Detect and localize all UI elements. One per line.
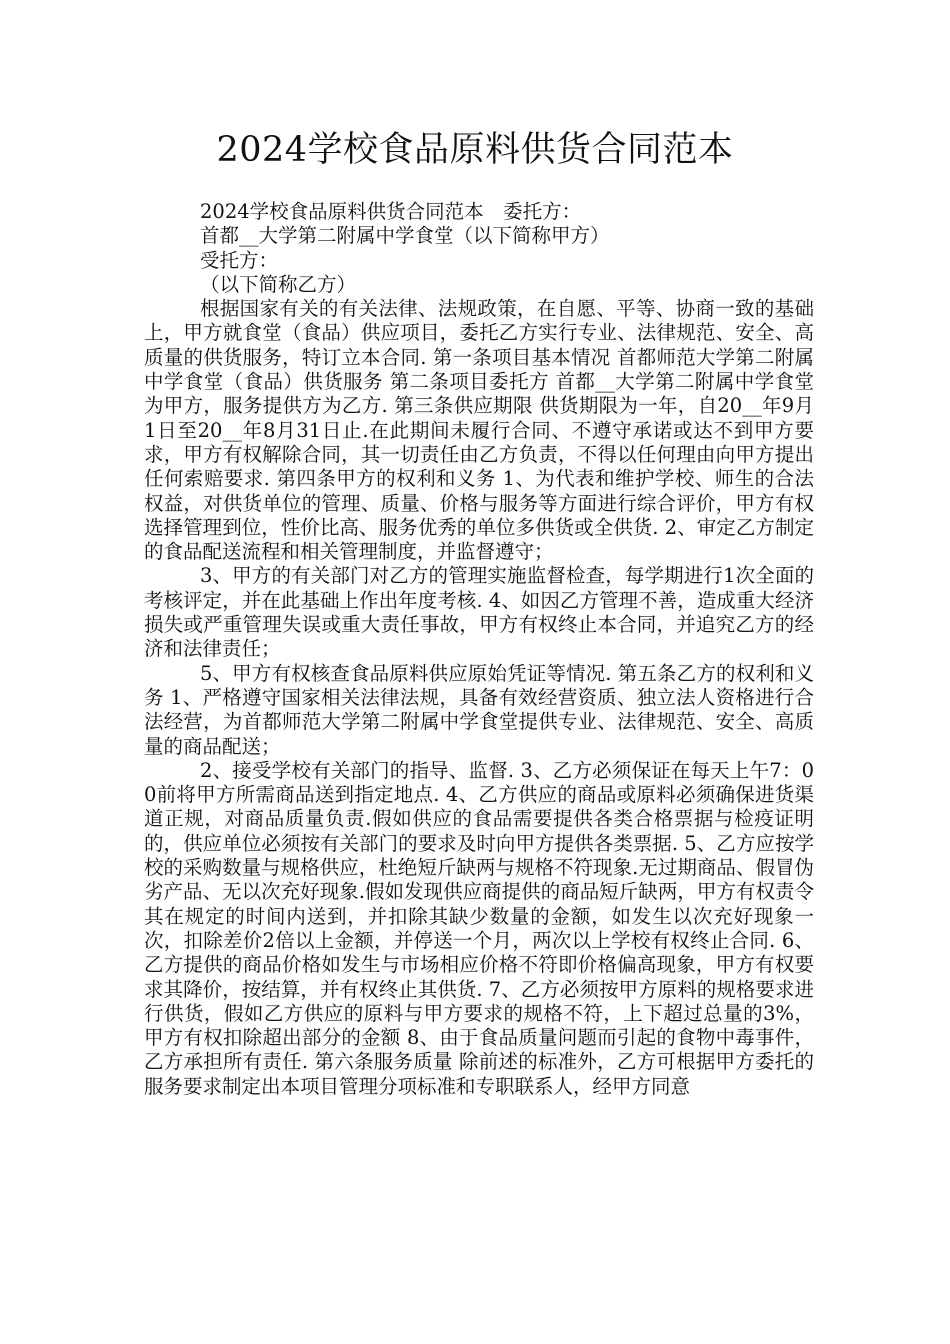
intro-line-heading: 2024学校食品原料供货合同范本 委托方： — [200, 200, 582, 223]
body-paragraph: 2、接受学校有关部门的指导、监督. 3、乙方必须保证在每天上午7：00前将甲方所需商品送到指定地点. 4、乙方供应的商品或原料必须确保进货渠道正规，对商品质量负责.假如供应的食品需要提供各类合格票据与检疫证明的，供应单位必须按有关部门的要求及时向甲方提供各类票据. 5、乙方应按学校的采购数量与规格供应，杜绝短斤缺两与规格不符现象.无过期商品、假冒伪劣产品、无以次充好现象.假如发现供应商提供的商品短斤缺两，甲方有权责令其在规定的时间内送到，并扣除其缺少数量的金额，如发生以次充好现象一次，扣除差价2倍以上金额，并停送一个月，两次以上学校有权终止合同. 6、乙方提供的商品价格如发生与市场相应价格不符即价格偏高现象，甲方有权要求其降价，按结算，并有权终止其供货. 7、乙方必须按甲方原料的规格要求进行供货，假如乙方供应的原料与甲方要求的规格不符，上下超过总量的3%，甲方有权扣除超出部分的金额 8、由于食品质量问题而引起的食物中毒事件，乙方承担所有责任. 第六条服务质量 除前述的标准外，乙方可根据甲方委托的服务要求制定出本项目管理分项标准和专职联系人，经甲方同意 — [144, 758, 814, 1098]
body-paragraph: 5、甲方有权核查食品原料供应原始凭证等情况. 第五条乙方的权利和义务 1、严格遵守国家相关法律法规，具备有效经营资质、独立法人资格进行合法经营，为首都师范大学第二附属中学食堂提供专业、法律规范、安全、高质量的商品配送； — [144, 661, 814, 758]
document-body — [144, 200, 814, 1099]
body-paragraph: 3、甲方的有关部门对乙方的管理实施监督检查，每学期进行1次全面的考核评定，并在此基础上作出年度考核. 4、如因乙方管理不善，造成重大经济损失或严重管理失误或重大责任事故，甲方有权终止本合同，并追究乙方的经济和法律责任； — [144, 564, 814, 661]
intro-line-contractor-label: 受托方： — [200, 248, 279, 272]
body-paragraph: 根据国家有关的有关法律、法规政策，在自愿、平等、协商一致的基础上，甲方就食堂（食品）供应项目，委托乙方实行专业、法律规范、安全、高质量的供货服务，特订立本合同. 第一条项目基本情况 首都师范大学第二附属中学食堂（食品）供货服务 第二条项目委托方 首都__大学第二附属中学食堂为甲方，服务提供方为乙方. 第三条供应期限 供货期限为一年，自20__年9月1日至20__年8月31日止.在此期间未履行合同、不遵守承诺或达不到甲方要求，甲方有权解除合同，其一切责任由乙方负责，不得以任何理由向甲方提出任何索赔要求. 第四条甲方的权利和义务 1、为代表和维护学校、师生的合法权益，对供货单位的管理、质量、价格与服务等方面进行综合评价，甲方有权选择管理到位，性价比高、服务优秀的单位多供货或全供货. 2、审定乙方制定的食品配送流程和相关管理制度，并监督遵守； — [144, 297, 814, 564]
document-title: 2024学校食品原料供货合同范本 — [216, 130, 734, 170]
intro-line-contractor-alias: （以下简称乙方） — [200, 272, 357, 296]
intro-line-client: 首都__大学第二附属中学食堂（以下简称甲方） — [200, 224, 610, 248]
